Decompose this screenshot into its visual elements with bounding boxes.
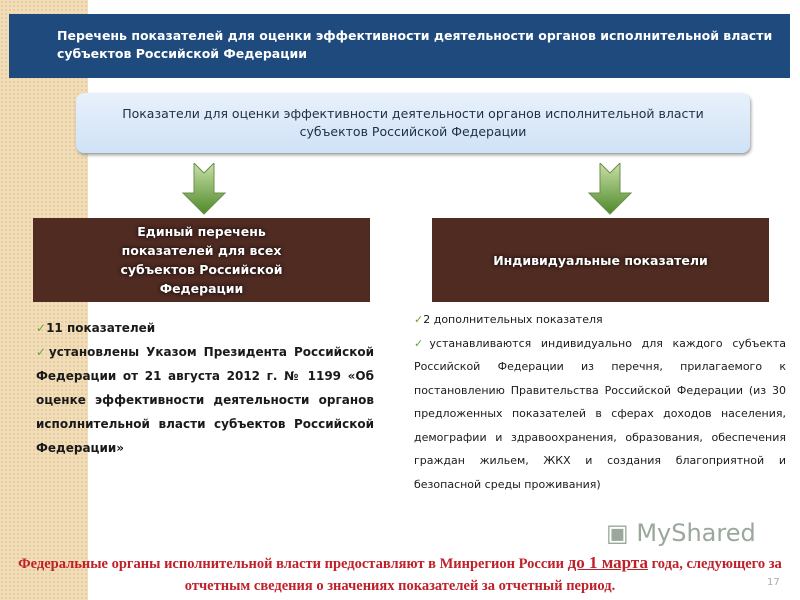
individual-list: [414, 308, 786, 496]
list-item-text: 11 показателей: [46, 321, 156, 335]
individual-title: Индивидуальные показатели: [493, 252, 708, 268]
individual-box: [432, 218, 769, 302]
arrow-down-icon: [588, 163, 632, 215]
page-number: 17: [767, 577, 780, 588]
footer-text: Федеральные органы исполнительной власти предоставляют в Минрегион России: [18, 556, 568, 572]
list-item-text: 2 дополнительных показателя: [423, 313, 603, 326]
list-item-text: установлены Указом Президента Российской Федерации от 21 августа 2012 г. № 1199 «Об оценке эффективности деятельности органов исполнительной власти субъектов Российской Федерации»: [36, 345, 374, 455]
footer-note: [0, 552, 800, 597]
watermark-text: MyShared: [636, 519, 756, 547]
check-icon: ✓: [36, 345, 49, 359]
arrow-down-icon: [182, 163, 226, 215]
indicators-box: Показатели для оценки эффективности деятельности органов исполнительной власти субъектов Российской Федерации: [76, 93, 750, 153]
footer-text: года, следующего за отчетным сведения о значениях показателей за отчетный период.: [184, 556, 782, 594]
footer-deadline: до 1 марта: [567, 553, 648, 572]
list-item-text: устанавливаются индивидуально для каждого субъекта Российской Федерации из перечня, прилагаемого к постановлению Правительства Российской Федерации (из 30 предложенных показателей в сферах доходов населения, демографии и здравоохранения, образования, обеспечения граждан жильем, ЖКХ и создания благоприятной и безопасной среды проживания): [414, 336, 786, 491]
list-item: [414, 332, 786, 497]
check-icon: ✓: [414, 336, 430, 350]
unified-list: [36, 316, 374, 460]
check-icon: ✓: [414, 313, 424, 326]
unified-list-box: [33, 218, 370, 302]
watermark-logo: ▣ MyShared: [606, 519, 756, 547]
check-icon: ✓: [36, 321, 47, 335]
list-item: [36, 340, 374, 460]
list-item: [36, 316, 374, 340]
list-item: [414, 308, 786, 332]
unified-list-title: Единый перечень показателей для всех субъектов Российской Федерации: [120, 224, 283, 296]
slide-title: Перечень показателей для оценки эффективности деятельности органов исполнительной власти субъектов Российской Федерации: [9, 14, 790, 78]
